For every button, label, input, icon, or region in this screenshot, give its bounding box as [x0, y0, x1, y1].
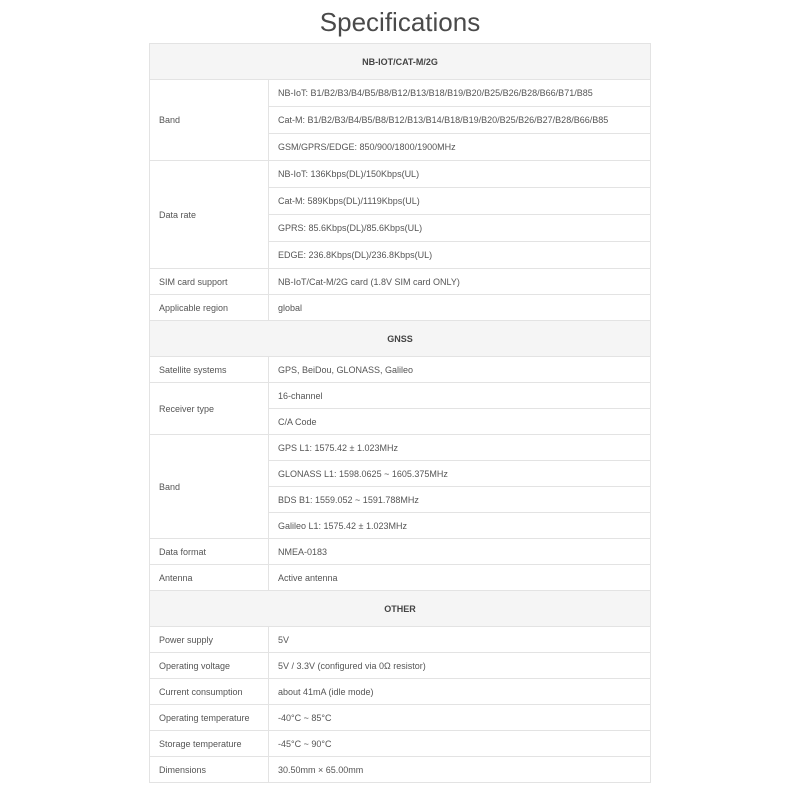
table-row — [150, 383, 651, 409]
row-label-gnss-band: Band — [150, 435, 269, 539]
table-row — [150, 435, 651, 461]
row-value: 16-channel — [269, 383, 651, 409]
section-header-other — [150, 591, 651, 627]
row-value: Cat-M: B1/B2/B3/B4/B5/B8/B12/B13/B14/B18/B19/B20/B25/B26/B27/B28/B66/B85 — [269, 107, 651, 134]
table-row — [150, 653, 651, 679]
row-value: GLONASS L1: 1598.0625 ~ 1605.375MHz — [269, 461, 651, 487]
table-row — [150, 705, 651, 731]
table-row — [150, 80, 651, 107]
row-value: GPRS: 85.6Kbps(DL)/85.6Kbps(UL) — [269, 215, 651, 242]
row-value: GSM/GPRS/EDGE: 850/900/1800/1900MHz — [269, 134, 651, 161]
table-row — [150, 269, 651, 295]
row-label: Operating temperature — [150, 705, 269, 731]
row-value: 5V — [269, 627, 651, 653]
table-row — [150, 565, 651, 591]
row-value: NB-IoT/Cat-M/2G card (1.8V SIM card ONLY) — [269, 269, 651, 295]
row-label-antenna: Antenna — [150, 565, 269, 591]
section-title: NB-IOT/CAT-M/2G — [150, 44, 651, 80]
row-label-band: Band — [150, 80, 269, 161]
row-label-data-rate: Data rate — [150, 161, 269, 269]
row-value: 30.50mm × 65.00mm — [269, 757, 651, 783]
table-row — [150, 731, 651, 757]
row-value: global — [269, 295, 651, 321]
row-value: Galileo L1: 1575.42 ± 1.023MHz — [269, 513, 651, 539]
row-value: GPS L1: 1575.42 ± 1.023MHz — [269, 435, 651, 461]
table-row — [150, 357, 651, 383]
row-label-satellite: Satellite systems — [150, 357, 269, 383]
table-row — [150, 161, 651, 188]
table-row — [150, 539, 651, 565]
row-value: NMEA-0183 — [269, 539, 651, 565]
row-value: EDGE: 236.8Kbps(DL)/236.8Kbps(UL) — [269, 242, 651, 269]
table-row — [150, 627, 651, 653]
row-label-receiver: Receiver type — [150, 383, 269, 435]
row-value: about 41mA (idle mode) — [269, 679, 651, 705]
table-row — [150, 679, 651, 705]
row-value: BDS B1: 1559.052 ~ 1591.788MHz — [269, 487, 651, 513]
page-title: Specifications — [319, 7, 481, 37]
row-value: 5V / 3.3V (configured via 0Ω resistor) — [269, 653, 651, 679]
table-row — [150, 295, 651, 321]
section-header-gnss — [150, 321, 651, 357]
row-label: Power supply — [150, 627, 269, 653]
section-title: OTHER — [150, 591, 651, 627]
row-value: GPS, BeiDou, GLONASS, Galileo — [269, 357, 651, 383]
row-label-format: Data format — [150, 539, 269, 565]
row-label: Dimensions — [150, 757, 269, 783]
row-value: -40°C ~ 85°C — [269, 705, 651, 731]
row-label-sim: SIM card support — [150, 269, 269, 295]
row-value: -45°C ~ 90°C — [269, 731, 651, 757]
row-label: Storage temperature — [150, 731, 269, 757]
row-label-region: Applicable region — [150, 295, 269, 321]
table-row — [150, 757, 651, 783]
row-value: NB-IoT: 136Kbps(DL)/150Kbps(UL) — [269, 161, 651, 188]
row-value: Active antenna — [269, 565, 651, 591]
row-value: C/A Code — [269, 409, 651, 435]
row-label: Current consumption — [150, 679, 269, 705]
row-value: Cat-M: 589Kbps(DL)/1119Kbps(UL) — [269, 188, 651, 215]
section-title: GNSS — [150, 321, 651, 357]
row-value: NB-IoT: B1/B2/B3/B4/B5/B8/B12/B13/B18/B19/B20/B25/B26/B28/B66/B71/B85 — [269, 80, 651, 107]
row-label: Operating voltage — [150, 653, 269, 679]
section-header-nb — [150, 44, 651, 80]
spec-table — [149, 43, 651, 783]
